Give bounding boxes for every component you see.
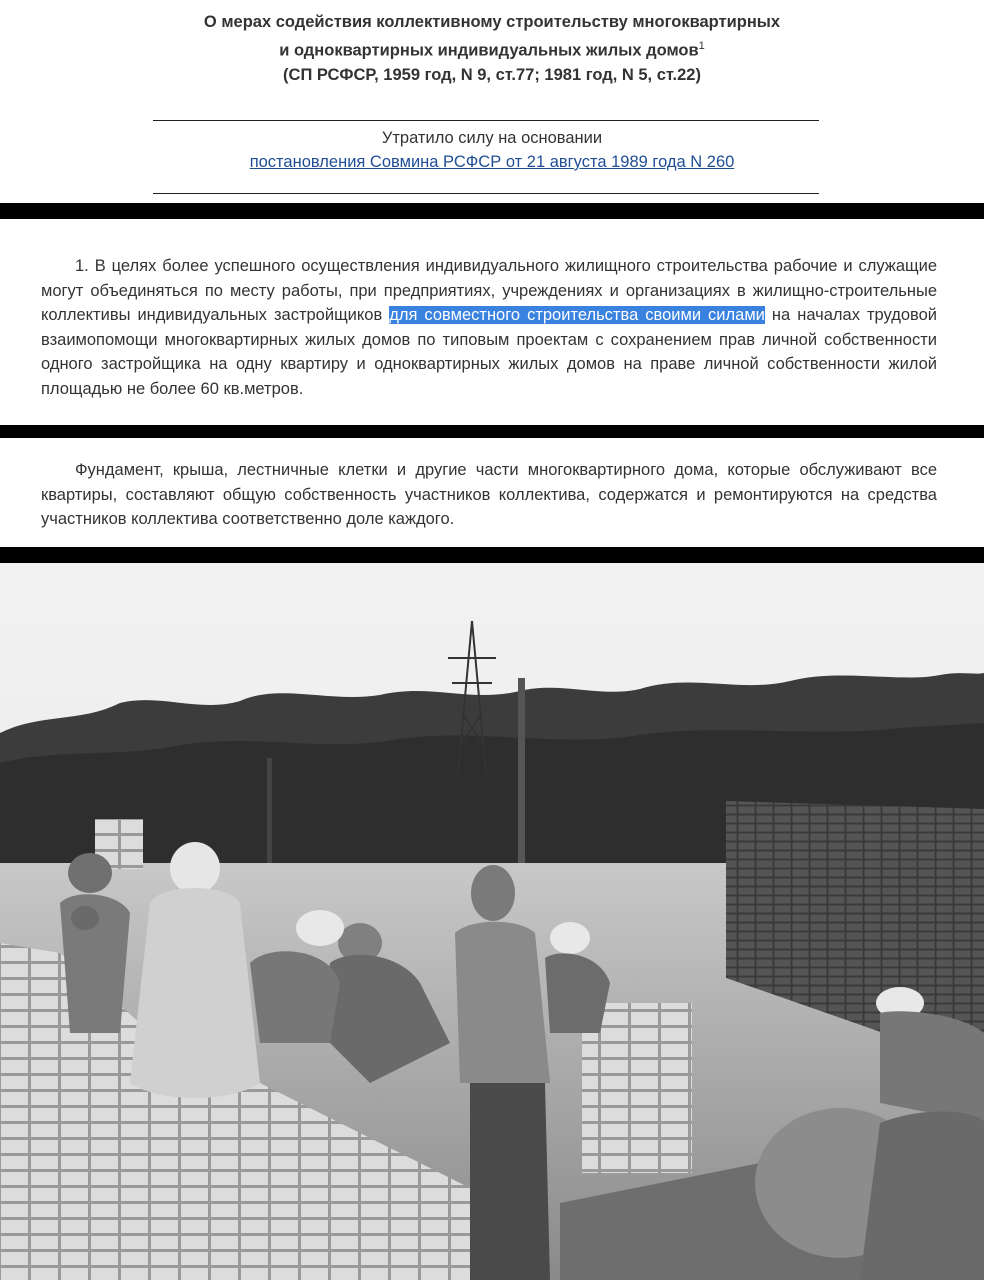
title-line-3: (СП РСФСР, 1959 год, N 9, ст.77; 1981 год, N 5, ст.22) [283, 65, 701, 84]
black-band-3 [0, 547, 984, 563]
construction-photo [0, 563, 984, 1280]
document-title [0, 10, 984, 87]
divider-top [153, 120, 819, 121]
highlighted-selection[interactable]: для совместного строительства своими силами [389, 306, 765, 324]
black-band-1 [0, 203, 984, 219]
divider-bottom [153, 193, 819, 194]
paragraph-1-text-before: 1. В целях более успешного осуществления индивидуального жилищного строительства рабочие и служащие могут объединяться по месту работы, при предприятиях, учреждениях и организациях в жилищно-строительные коллективы индивидуальных застройщиков [41, 257, 937, 324]
pole [267, 758, 272, 878]
repeal-decree-link[interactable]: постановления Совмина РСФСР от 21 августа 1989 года N 260 [249, 153, 735, 171]
title-line-2 [0, 34, 984, 63]
title-line-2-text: и одноквартирных индивидуальных жилых домов [279, 41, 699, 60]
repeal-notice-text: Утратило силу на основании [381, 129, 603, 147]
black-band-2 [0, 425, 984, 438]
paragraph-2: Фундамент, крыша, лестничные клетки и другие части многоквартирного дома, которые обслуживают все квартиры, составляют общую собственность участников коллектива, содержатся и ремонтируются на средства участников коллектива соответственно доле каждого. [41, 461, 937, 528]
pole [518, 678, 525, 878]
footnote-mark[interactable]: 1 [698, 40, 705, 52]
title-line-1: О мерах содействия коллективному строительству многоквартирных [203, 13, 781, 31]
paragraph-1 [41, 254, 937, 401]
repeal-notice [0, 126, 984, 174]
paragraph-1-text-after: на началах трудовой взаимопомощи многоквартирных жилых домов по типовым проектам с сохранением прав личной собственности одного застройщика на одну квартиру и одноквартирных жилых домов на праве личной собственности жилой площадью не более 60 кв.метров. [41, 306, 937, 398]
